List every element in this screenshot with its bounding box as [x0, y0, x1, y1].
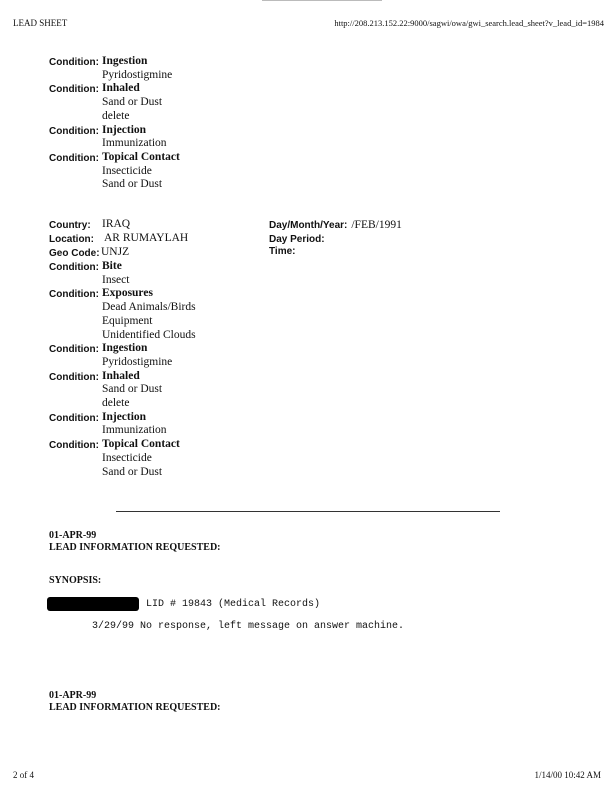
condition-detail: delete	[102, 397, 130, 409]
condition-type: Injection	[102, 123, 147, 136]
time-label: Time:	[269, 246, 296, 257]
condition-label: Condition:	[49, 262, 99, 273]
condition-detail: Unidentified Clouds	[102, 328, 196, 341]
country-value: IRAQ	[102, 218, 131, 230]
condition-row	[49, 259, 122, 275]
synopsis-lid-line: LID # 19843 (Medical Records)	[146, 599, 321, 610]
page-header-title: LEAD SHEET	[13, 18, 68, 28]
time-row	[269, 243, 296, 259]
condition-row	[49, 410, 147, 426]
condition-row	[49, 369, 140, 385]
condition-row	[49, 81, 140, 97]
redaction-bar	[47, 597, 139, 611]
condition-label: Condition:	[49, 371, 99, 383]
condition-label: Condition:	[49, 152, 99, 164]
condition-row	[49, 286, 153, 302]
condition-row	[49, 54, 148, 70]
condition-detail: Sand or Dust	[102, 383, 163, 396]
condition-row	[49, 123, 147, 139]
date-value: /FEB/1991	[351, 219, 402, 231]
entry1-heading: LEAD INFORMATION REQUESTED:	[49, 542, 221, 553]
condition-detail: Insecticide	[102, 164, 152, 177]
condition-type: Injection	[102, 410, 147, 423]
geocode-value: UNJZ	[101, 246, 130, 258]
condition-type: Ingestion	[102, 55, 148, 67]
print-timestamp: 1/14/00 10:42 AM	[534, 770, 601, 780]
condition-row	[49, 150, 180, 166]
condition-row	[49, 341, 148, 357]
location-label: Location:	[49, 234, 94, 245]
condition-label: Condition:	[49, 344, 99, 356]
condition-type: Ingestion	[102, 342, 148, 355]
condition-detail: Immunization	[102, 137, 167, 150]
condition-detail: Sand or Dust	[102, 96, 163, 109]
condition-detail: Equipment	[102, 314, 153, 327]
condition-label: Condition:	[49, 412, 99, 424]
condition-label: Condition:	[49, 440, 99, 452]
condition-detail: Insecticide	[102, 451, 152, 464]
condition-label: Condition:	[49, 125, 99, 137]
condition-label: Condition:	[49, 84, 99, 96]
entry2-heading: LEAD INFORMATION REQUESTED:	[49, 702, 221, 713]
condition-type: Topical Contact	[102, 150, 180, 163]
condition-type: Inhaled	[102, 82, 140, 95]
condition-detail: Sand or Dust	[102, 178, 163, 191]
geocode-label: Geo Code:	[49, 248, 100, 259]
entry1-date: 01-APR-99	[49, 530, 97, 541]
scan-mark	[262, 0, 382, 1]
separator-rule	[116, 511, 500, 512]
condition-type: Topical Contact	[102, 438, 180, 451]
condition-type: Bite	[102, 260, 122, 272]
condition-detail: Sand or Dust	[102, 465, 163, 478]
condition-label: Condition:	[49, 57, 99, 68]
page-header-url: http://208.213.152.22:9000/sagwi/owa/gwi_search.lead_sheet?v_lead_id=1984	[334, 18, 604, 28]
condition-detail: Insect	[102, 273, 130, 286]
condition-detail: Pyridostigmine	[102, 355, 173, 368]
date-label: Day/Month/Year:	[269, 220, 348, 231]
condition-type: Inhaled	[102, 369, 140, 382]
condition-detail: Immunization	[102, 424, 167, 437]
location-value: AR RUMAYLAH	[104, 232, 189, 244]
condition-detail: Dead Animals/Birds	[102, 301, 196, 314]
condition-label: Condition:	[49, 289, 99, 301]
condition-type: Exposures	[102, 287, 153, 300]
page-number: 2 of 4	[13, 770, 34, 780]
entry2-date: 01-APR-99	[49, 690, 97, 701]
condition-row	[49, 437, 180, 453]
synopsis-note: 3/29/99 No response, left message on answer machine.	[92, 621, 405, 632]
country-label: Country:	[49, 220, 91, 231]
day-period-label: Day Period:	[269, 234, 325, 245]
condition-detail: delete	[102, 109, 130, 122]
synopsis-heading: SYNOPSIS:	[49, 575, 102, 586]
condition-detail: Pyridostigmine	[102, 68, 173, 81]
